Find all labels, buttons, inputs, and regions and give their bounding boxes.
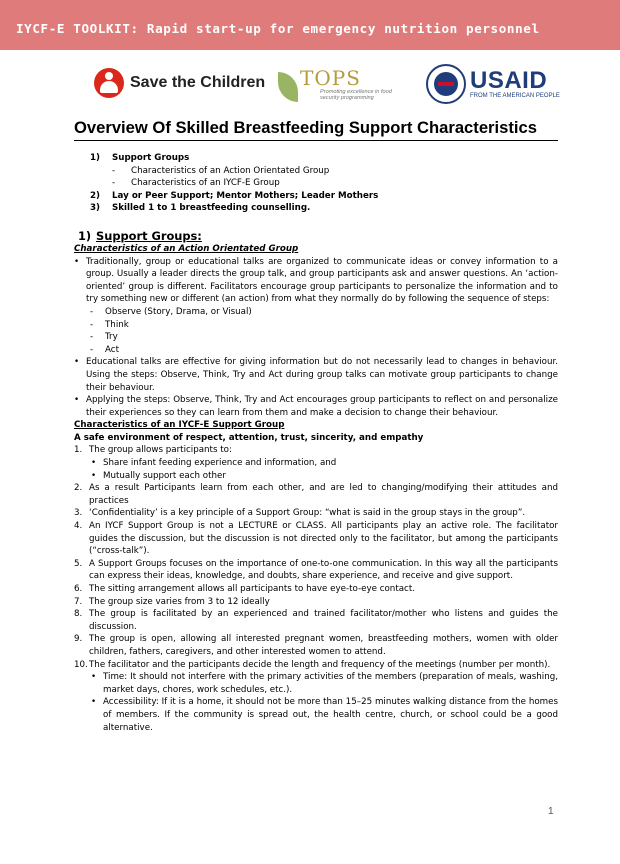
list-item: • Educational talks are effective for giving information but do not necessarily lead to changes in behaviour. Using the steps: Observe, Think, Try and Act during group talks can motivate group participants to change their behaviour. (74, 357, 558, 393)
list-item: 3. ‘Confidentiality’ is a key principle of a Support Group: “what is said in the group stays in the group”. (74, 508, 526, 519)
save-the-children-emblem-icon (94, 68, 124, 98)
list-item: • Traditionally, group or educational talks are organized to communicate ideas or convey information to a group. Usually a leader directs the group talk, and group participants ask and answer questions. An ‘action-oriented’ group is different. Facilitators encourage group participants to personalize the information and to try something new or different (an action) from what they normally do by following the sequence of steps: (74, 256, 558, 305)
toc-item: 2) Lay or Peer Support; Mentor Mothers; Leader Mothers (90, 190, 379, 201)
list-item: • Time: It should not interfere with the primary activities of the members (preparation of meals, washing, market days, chores, work schedules, etc.). (91, 672, 558, 695)
list-item: 7. The group size varies from 3 to 12 ideally (74, 596, 270, 607)
subsection-heading: Characteristics of an IYCF-E Support Group (74, 420, 285, 431)
banner-title: IYCF-E TOOLKIT: Rapid start-up for emergency nutrition personnel (16, 21, 540, 36)
toc-sub-item: - Characteristics of an IYCF-E Group (112, 178, 280, 189)
table-of-contents (74, 152, 558, 215)
list-item: 10. The facilitator and the participants decide the length and frequency of the meetings (number per month). (74, 659, 551, 670)
document-body (74, 152, 558, 734)
list-item: - Try (90, 332, 118, 343)
leaf-icon (278, 72, 298, 102)
list-item: • Applying the steps: Observe, Think, Try and Act encourages group participants to reflect on and personalize their experiences so they can learn from them and make a decision to change their behaviour. (74, 395, 558, 418)
list-item: 1. The group allows participants to: (74, 445, 232, 456)
toc-sub-item: - Characteristics of an Action Orientated Group (112, 165, 330, 176)
title-divider (74, 140, 558, 141)
usaid-logo: USAID FROM THE AMERICAN PEOPLE (426, 64, 560, 104)
list-item: • Share infant feeding experience and information, and (91, 458, 337, 469)
list-item: - Observe (Story, Drama, or Visual) (90, 306, 252, 317)
list-item: 6. The sitting arrangement allows all participants to have eye-to-eye contact. (74, 584, 415, 594)
subsection-heading: Characteristics of an Action Orientated Group (74, 243, 299, 254)
document-title: Overview Of Skilled Breastfeeding Support Characteristics (74, 118, 537, 137)
toc-item: 3) Skilled 1 to 1 breastfeeding counselling. (90, 203, 311, 214)
list-item: 8. The group is facilitated by an experienced and trained facilitator/mother who listens and guides the discussion. (74, 609, 558, 632)
logo-strip (0, 62, 620, 108)
save-the-children-logo: Save the Children (94, 68, 265, 98)
list-item: • Accessibility: If it is a home, it should not be more than 15–25 minutes walking distance from the homes of members. If the community is spread out, the health centre, church, or school could be a good alternative. (91, 697, 558, 733)
list-item: - Act (90, 344, 119, 355)
section-heading: 1) Support Groups: (78, 228, 202, 243)
toc-item: 1) Support Groups (90, 153, 190, 163)
tops-logo: TOPS Promoting excellence in food security programming (272, 66, 408, 106)
list-item: • Mutually support each other (91, 470, 226, 481)
list-item: 4. An IYCF Support Group is not a LECTURE or CLASS. All participants play an active role. The facilitator guides the discussion, but the discussion is not directed only to the facilitator, but among the participants (“cross-talk”). (74, 521, 558, 557)
page-number: 1 (548, 806, 554, 817)
lead-sentence: A safe environment of respect, attention, trust, sincerity, and empathy (74, 432, 424, 443)
list-item: 2. As a result Participants learn from each other, and are led to changing/modifying their attitudes and practices (74, 483, 558, 506)
list-item: 5. A Support Groups focuses on the importance of one-to-one communication. In this way all the participants can express their ideas, knowledge, and doubts, share experience, and receive and give support. (74, 558, 558, 582)
usaid-seal-icon (426, 64, 466, 104)
list-item: - Think (90, 319, 129, 330)
header-banner (0, 0, 620, 50)
list-item: 9. The group is open, allowing all interested pregnant women, breastfeeding mothers, women with older children, fathers, caregivers, and other interested women to attend. (74, 634, 558, 657)
